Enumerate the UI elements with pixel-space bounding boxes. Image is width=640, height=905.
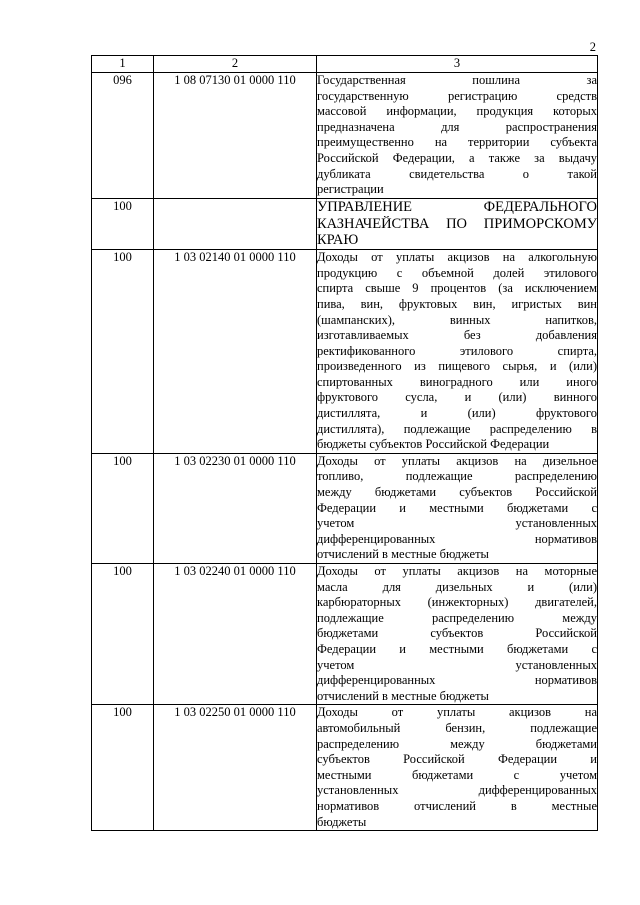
description-line: Доходы от уплаты акцизов на моторные [317,564,597,579]
header-col-1: 1 [92,56,154,73]
description-line: государственную регистрацию средств [317,88,597,103]
description-line: дубликата свидетельства о такой [317,166,597,181]
description-line: Российской Федерации, а также за выдачу [317,150,597,165]
admin-code-cell: 100 [92,198,154,249]
admin-code-cell: 096 [92,73,154,199]
description-line: Государственная пошлина за [317,73,597,87]
description-line: регистрации [317,182,384,197]
description-line: произведенного из пищевого сырья, и (или) [317,359,597,374]
description-line: спиртованных виноградного или иного [317,374,597,389]
admin-code-cell: 100 [92,564,154,705]
description-line: КАЗНАЧЕЙСТВА ПО ПРИМОРСКОМУ [317,215,597,232]
description-line: дифференцированных нормативов [317,531,597,546]
description-line: автомобильный бензин, подлежащие [317,720,597,735]
description-line: учетом установленных [317,657,597,672]
description-line: местными бюджетами с учетом [317,767,597,782]
description-line: ректификованного этилового спирта, [317,343,597,358]
description-line: бюджетами субъектов Российской [317,626,597,641]
header-col-2: 2 [154,56,317,73]
description-line: КРАЮ [317,232,359,249]
description-line: бюджеты субъектов Российской Федерации [317,437,550,452]
revenue-code-cell: 1 03 02250 01 0000 110 [154,705,317,831]
description-line: преимущественно на территории субъекта [317,135,597,150]
description-line: изготавливаемых без добавления [317,328,597,343]
description-line: бюджеты [317,814,367,829]
description-line: Федерации и местными бюджетами с [317,500,597,515]
table-row [92,705,598,831]
description-line: отчислений в местные бюджеты [317,688,489,703]
table-row [92,564,598,705]
description-line: предназначена для распространения [317,119,597,134]
description-line: дифференцированных нормативов [317,673,597,688]
description-line: распределению между бюджетами [317,736,597,751]
description-line: УПРАВЛЕНИЕ ФЕДЕРАЛЬНОГО [317,198,597,215]
description-cell [317,564,598,705]
description-line: фруктового сусла, и (или) винного [317,390,597,405]
description-line: подлежащие распределению между [317,610,597,625]
revenue-codes-table [91,55,598,831]
admin-code-cell: 100 [92,453,154,563]
description-line: отчислений в местные бюджеты [317,547,489,562]
description-line: пива, вин, фруктовых вин, игристых вин [317,296,597,311]
description-line: массовой информации, продукция которых [317,104,597,119]
revenue-code-cell [154,198,317,249]
description-cell [317,73,598,199]
table-row [92,250,598,454]
description-line: учетом установленных [317,516,597,531]
description-line: спирта свыше 9 процентов (за исключением [317,281,597,296]
description-line: продукцию с объемной долей этилового [317,265,597,280]
revenue-code-cell: 1 03 02230 01 0000 110 [154,453,317,563]
description-cell [317,453,598,563]
revenue-code-cell: 1 03 02240 01 0000 110 [154,564,317,705]
admin-code-cell: 100 [92,705,154,831]
description-line: Доходы от уплаты акцизов на алкогольную [317,250,597,265]
description-line: установленных дифференцированных [317,783,597,798]
description-cell [317,705,598,831]
table-header-row [92,56,598,73]
table-row [92,198,598,249]
description-line: нормативов отчислений в местные [317,798,597,813]
description-line: топливо, подлежащие распределению [317,469,597,484]
table-row [92,453,598,563]
description-line: дистиллята), подлежащие распределению в [317,421,597,436]
description-line: дистиллята, и (или) фруктового [317,406,597,421]
description-line: Доходы от уплаты акцизов на дизельное [317,453,597,468]
description-line: Федерации и местными бюджетами с [317,641,597,656]
description-line: Доходы от уплаты акцизов на [317,705,597,720]
description-line: субъектов Российской Федерации и [317,752,597,767]
header-col-3: 3 [317,56,598,73]
description-line: карбюраторных (инжекторных) двигателей, [317,595,597,610]
description-line: (шампанских), винных напитков, [317,312,597,327]
description-cell [317,250,598,454]
description-line: между бюджетами субъектов Российской [317,485,597,500]
description-cell [317,198,598,249]
admin-code-cell: 100 [92,250,154,454]
table-row [92,73,598,199]
page-number: 2 [589,40,596,54]
description-line: масла для дизельных и (или) [317,579,597,594]
revenue-code-cell: 1 03 02140 01 0000 110 [154,250,317,454]
revenue-code-cell: 1 08 07130 01 0000 110 [154,73,317,199]
